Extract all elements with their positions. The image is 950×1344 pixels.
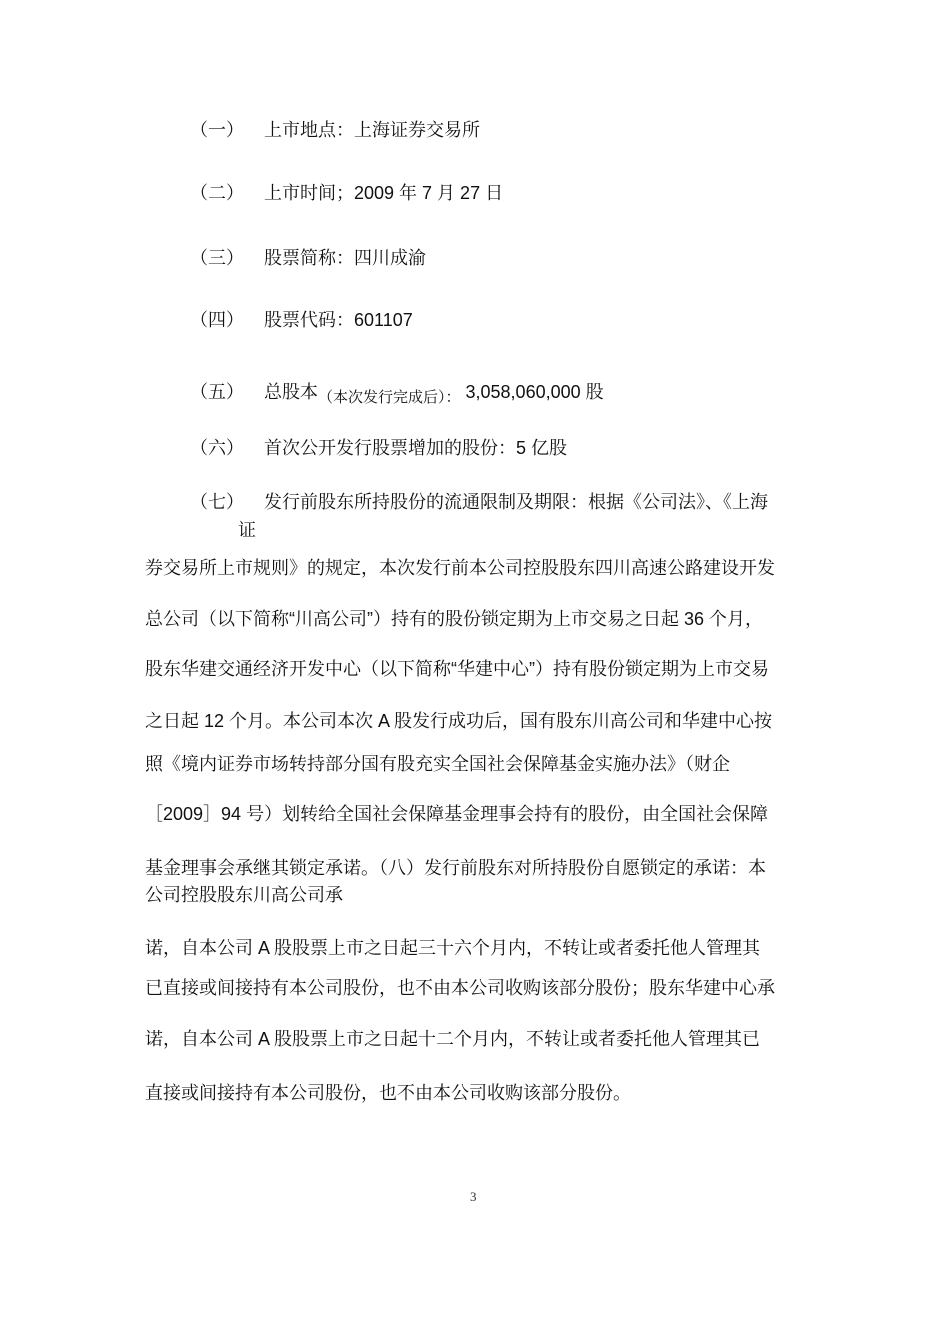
body-line: 券交易所上市规则》的规定，本次发行前本公司控股股东四川高速公路建设开发 — [145, 558, 775, 578]
item-text: 股票简称：四川成渝 — [264, 248, 426, 268]
item-number: （二） — [190, 183, 244, 203]
item-text — [264, 381, 604, 405]
item-text: 首次公开发行股票增加的股份：5 亿股 — [264, 438, 568, 458]
body-line: ［2009］94 号）划转给全国社会保障基金理事会持有的股份，由全国社会保障 — [145, 804, 769, 824]
item-number: （五） — [190, 382, 244, 402]
item-text-wrap: 证 — [238, 520, 256, 540]
item-number: （七） — [190, 492, 244, 512]
body-line: 之日起 12 个月。本公司本次 A 股发行成功后，国有股东川高公司和华建中心按 — [145, 711, 773, 731]
item-text-main: 总股本 — [264, 382, 318, 402]
body-line: 公司控股股东川高公司承 — [145, 885, 343, 905]
item-number: （三） — [190, 248, 244, 268]
body-line: 基金理事会承继其锁定承诺。（八）发行前股东对所持股份自愿锁定的承诺：本 — [145, 858, 766, 878]
item-text: 上市地点：上海证券交易所 — [264, 120, 480, 140]
body-line: 诺，自本公司 A 股股票上市之日起三十六个月内，不转让或者委托他人管理其 — [145, 938, 761, 958]
body-line: 诺，自本公司 A 股股票上市之日起十二个月内，不转让或者委托他人管理其已 — [145, 1029, 761, 1049]
body-line: 已直接或间接持有本公司股份，也不由本公司收购该部分股份；股东华建中心承 — [145, 978, 775, 998]
body-line: 直接或间接持有本公司股份，也不由本公司收购该部分股份。 — [145, 1083, 631, 1103]
item-text: 发行前股东所持股份的流通限制及期限：根据《公司法》、《上海 — [264, 492, 768, 512]
item-text: 股票代码：601107 — [264, 310, 413, 330]
item-text-value: 3,058,060,000 股 — [460, 382, 604, 402]
body-line: 照《境内证券市场转持部分国有股充实全国社会保障基金实施办法》（财企 — [145, 754, 730, 774]
item-text-note: （本次发行完成后）： — [318, 389, 461, 406]
item-number: （六） — [190, 438, 244, 458]
item-text: 上市时间；2009 年 7 月 27 日 — [264, 183, 504, 203]
item-number: （一） — [190, 120, 244, 140]
page-number: 3 — [470, 1189, 477, 1204]
body-line: 总公司（以下简称“川高公司”）持有的股份锁定期为上市交易之日起 36 个月， — [145, 609, 764, 629]
item-number: （四） — [190, 310, 244, 330]
body-line: 股东华建交通经济开发中心（以下简称“华建中心”）持有股份锁定期为上市交易 — [145, 659, 769, 679]
